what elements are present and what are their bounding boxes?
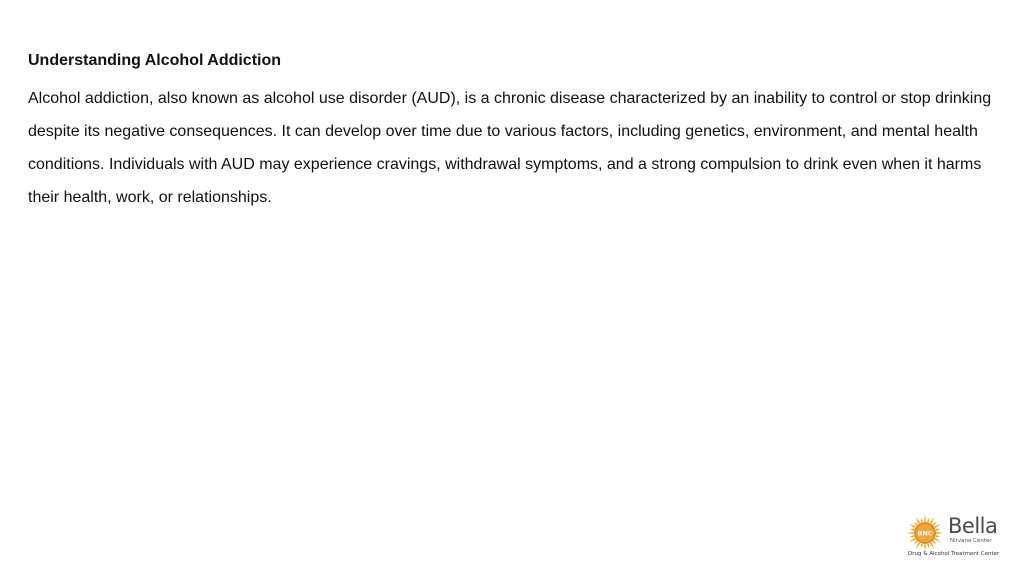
content-block xyxy=(28,50,1008,214)
body-paragraph: Alcohol addiction, also known as alcohol use disorder (AUD), is a chronic disease characterized by an inability to control or stop drinking despite its negative consequences. It can develop over time due to various factors, including genetics, environment, and mental health conditions. Individuals with AUD may experience cravings, withdrawal symptoms, and a strong compulsion to drink even when it harms their health, work, or relationships. xyxy=(28,90,992,206)
sun-logo-icon xyxy=(906,514,944,552)
logo-name: Bella xyxy=(948,514,998,538)
page-title: Understanding Alcohol Addiction xyxy=(28,52,282,69)
sun-ray xyxy=(934,524,941,528)
sun-ray xyxy=(916,542,920,549)
sun-ray xyxy=(936,529,941,531)
sun-ray xyxy=(921,518,923,523)
sun-ray xyxy=(934,538,941,542)
sun-ray xyxy=(910,535,915,537)
sun-ray xyxy=(914,540,918,544)
sun-ray xyxy=(924,515,926,522)
sun-ray xyxy=(916,517,920,524)
logo-mark-text: BNC xyxy=(917,529,933,538)
sun-ray xyxy=(936,532,943,534)
sun-ray xyxy=(932,522,936,526)
sun-ray xyxy=(930,517,934,524)
sun-ray xyxy=(907,532,914,534)
logo-tagline: Drug & Alcohol Treatment Center xyxy=(908,551,1000,557)
sun-ray xyxy=(914,522,918,526)
sun-ray xyxy=(936,535,941,537)
sun-ray xyxy=(921,544,923,549)
sun-ray xyxy=(927,544,929,549)
sun-ray xyxy=(910,529,915,531)
sun-ray xyxy=(909,538,916,542)
brand-logo xyxy=(906,514,1010,562)
sun-ray xyxy=(930,542,934,549)
sun-ray xyxy=(909,524,916,528)
sun-ray xyxy=(932,540,936,544)
logo-subtitle: Nirvana Center xyxy=(950,538,992,544)
sun-ray xyxy=(927,518,929,523)
